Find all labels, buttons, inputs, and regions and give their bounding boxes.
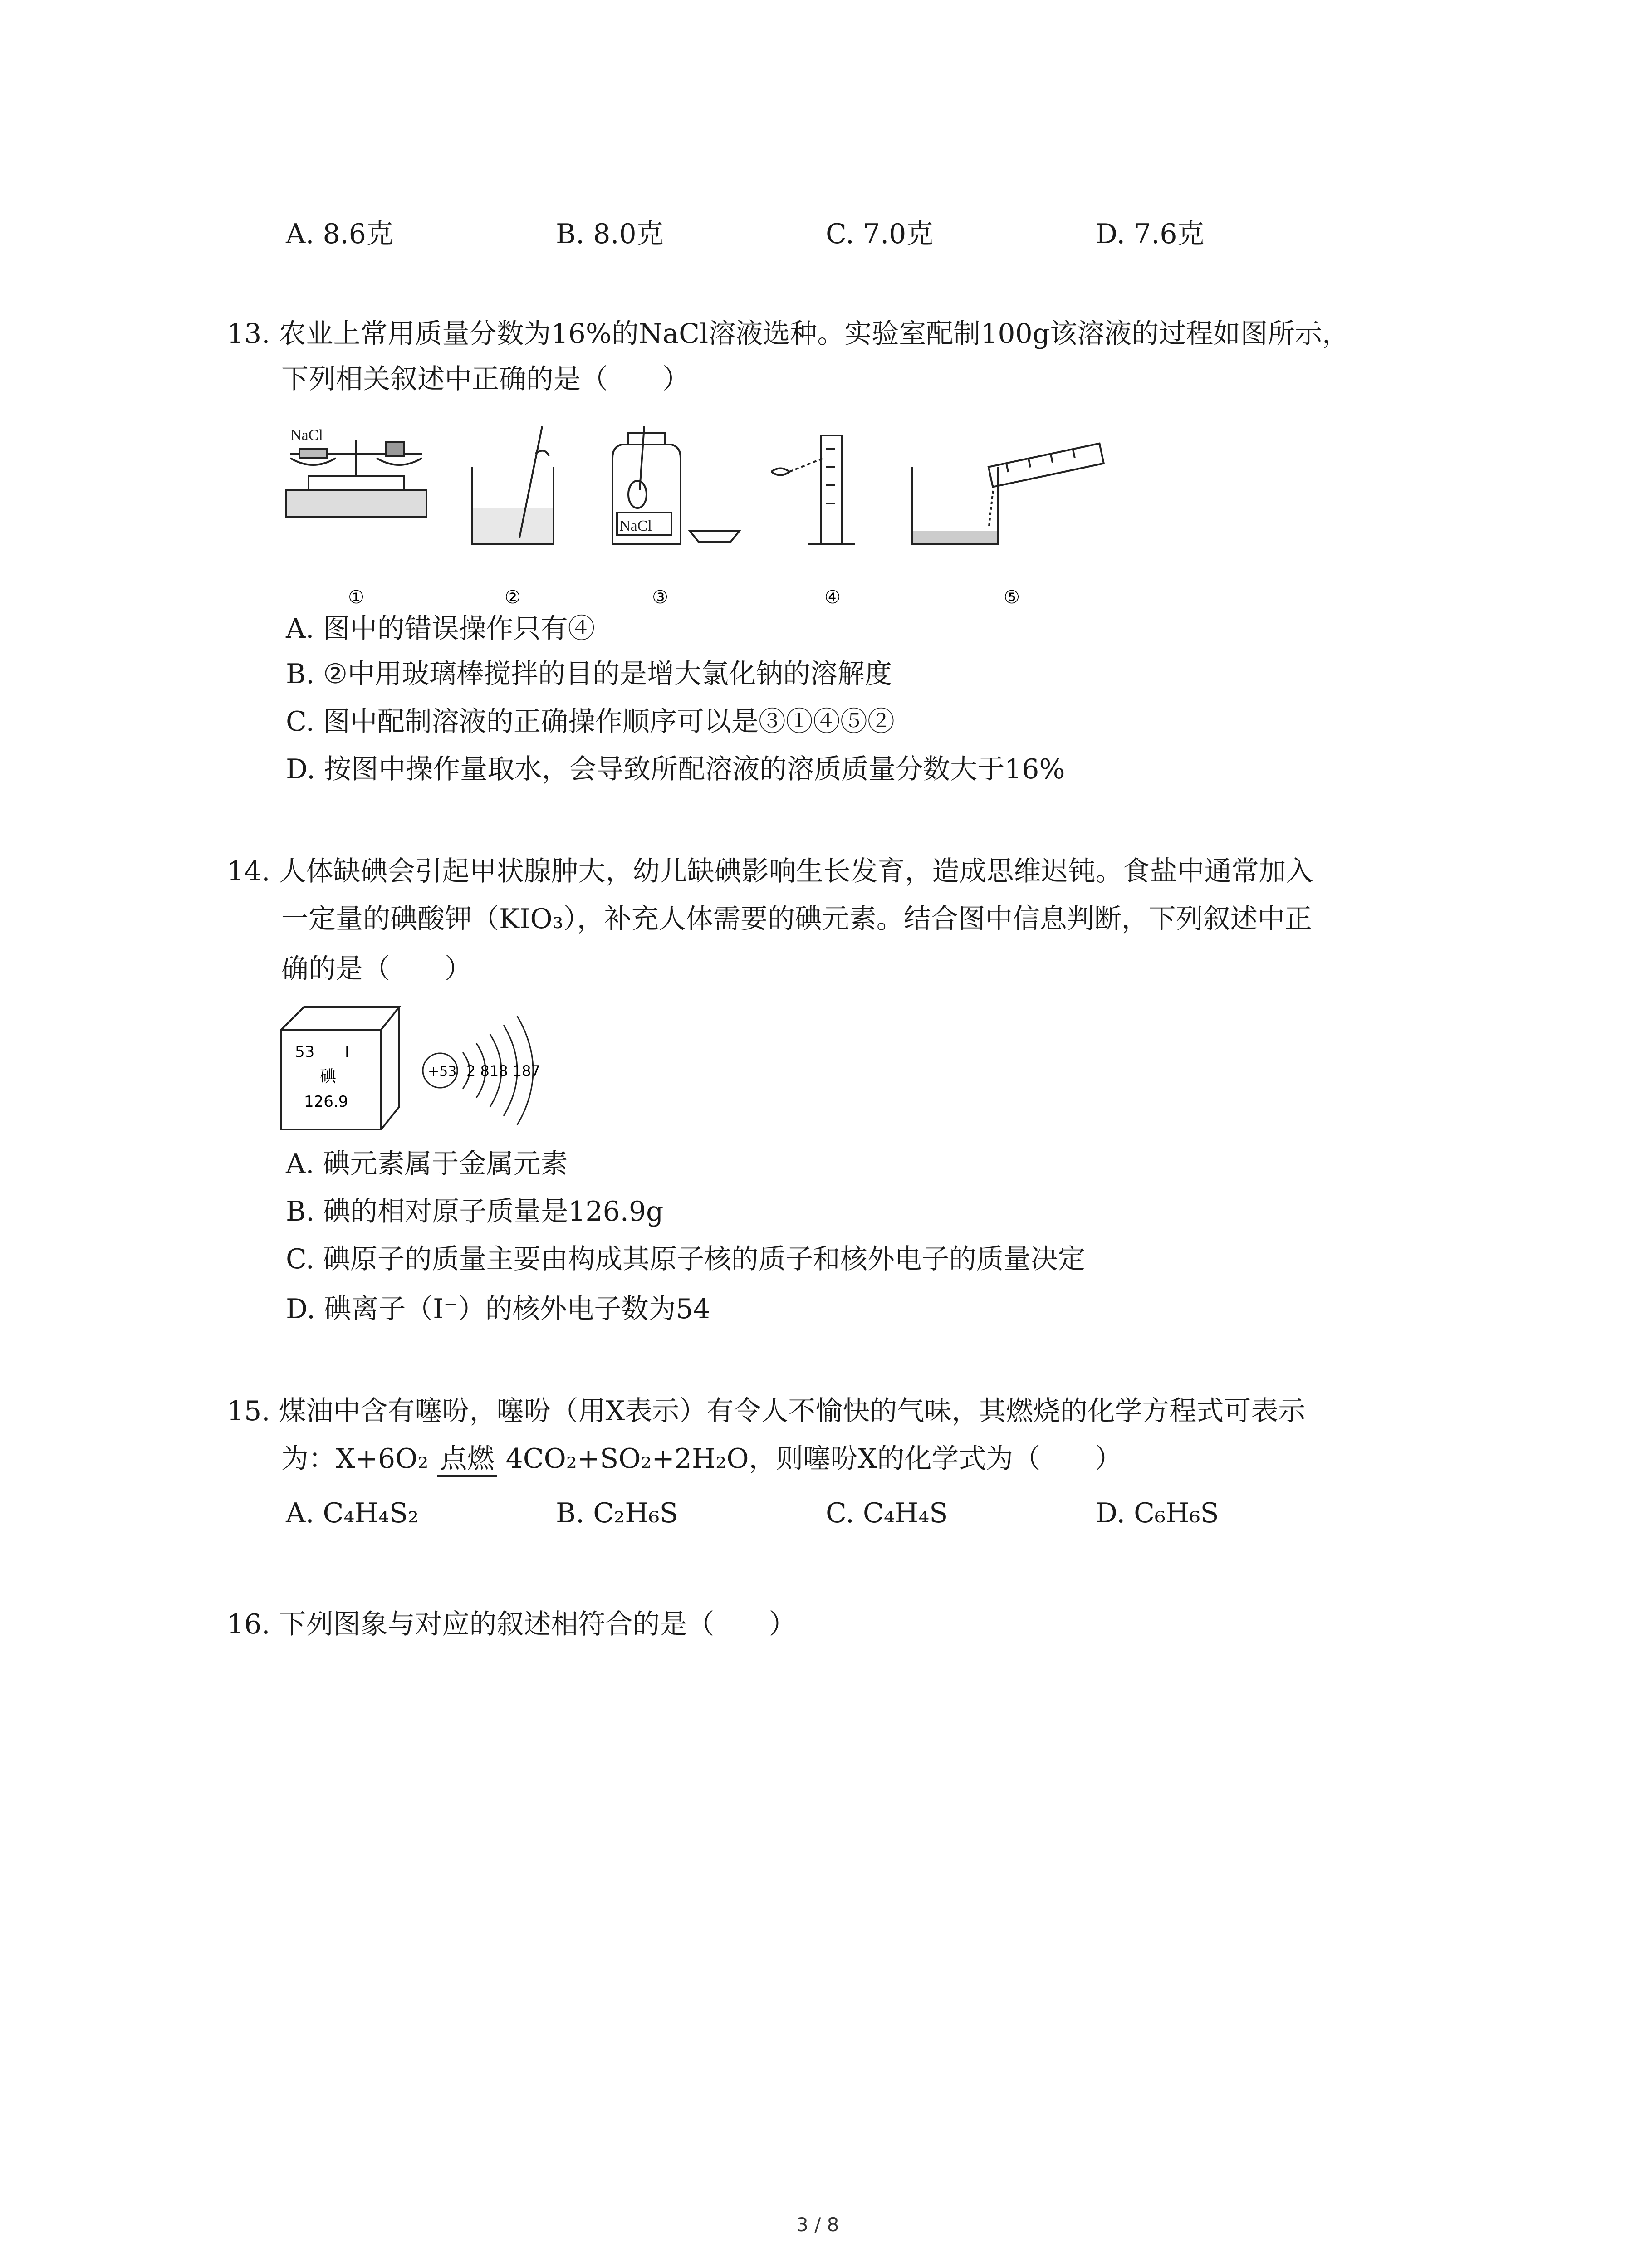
q13-option-d: D. 按图中操作量取水，会导致所配溶液的溶质质量分数大于16%	[286, 753, 1065, 785]
q13-stem-line1: 13. 农业上常用质量分数为16%的NaCl溶液选种。实验室配制100g该溶液的过程如图所示，	[227, 318, 1350, 350]
step-label-1: ①	[348, 587, 364, 608]
element-cell	[281, 1007, 399, 1129]
step-label-3: ③	[652, 587, 668, 608]
element-symbol: I	[345, 1043, 350, 1061]
q14-option-c: C. 碘原子的质量主要由构成其原子核的质子和核外电子的质量决定	[286, 1243, 1085, 1275]
page-number: 3 / 8	[796, 2214, 839, 2236]
step-label-4: ④	[824, 587, 841, 608]
q16-stem-line1: 16. 下列图象与对应的叙述相符合的是（ ）	[227, 1608, 796, 1640]
q12-option-a: A. 8.6克	[286, 218, 393, 250]
balance-nacl-label: NaCl	[290, 427, 323, 444]
q15-equation-lhs: 为：X+6O₂	[281, 1443, 437, 1475]
q15-stem-line1: 15. 煤油中含有噻吩，噻吩（用X表示）有令人不愉快的气味，其燃烧的化学方程式可表示	[227, 1395, 1306, 1427]
q14-option-d: D. 碘离子（I⁻）的核外电子数为54	[286, 1293, 710, 1325]
q15-option-c: C. C₄H₄S	[826, 1497, 948, 1529]
q15-equation-rhs: 4CO₂+SO₂+2H₂O，则噻吩X的化学式为（ ）	[497, 1443, 1122, 1475]
q12-option-c: C. 7.0克	[826, 218, 934, 250]
q14-figure	[277, 1002, 594, 1139]
q14-stem-line3: 确的是（ ）	[281, 953, 472, 985]
q15-stem-line2	[281, 1442, 1122, 1475]
balance-figure	[286, 440, 426, 517]
q14-option-b: B. 碘的相对原子质量是126.9g	[286, 1196, 664, 1227]
q14-stem-line1: 14. 人体缺碘会引起甲状腺肿大，幼儿缺碘影响生长发育，造成思维迟钝。食盐中通常加入	[227, 855, 1313, 887]
q13-stem-line2: 下列相关叙述中正确的是（ ）	[281, 363, 690, 395]
electron-shells: 2 818 187	[466, 1062, 540, 1080]
q15-option-b: B. C₂H₆S	[556, 1497, 678, 1529]
element-name: 碘	[320, 1067, 337, 1086]
step-label-5: ⑤	[1004, 587, 1020, 608]
q12-option-b: B. 8.0克	[556, 218, 664, 250]
element-number: 53	[295, 1043, 315, 1061]
nucleus-charge: +53	[428, 1064, 457, 1080]
q13-option-b: B. ②中用玻璃棒搅拌的目的是增大氯化钠的溶解度	[286, 658, 892, 690]
q14-stem-line2: 一定量的碘酸钾（KIO₃），补充人体需要的碘元素。结合图中信息判断，下列叙述中正	[281, 903, 1312, 935]
q14-option-a: A. 碘元素属于金属元素	[286, 1148, 568, 1180]
q15-option-a: A. C₄H₄S₂	[286, 1497, 419, 1529]
q13-option-a: A. 图中的错误操作只有④	[286, 613, 595, 645]
beaker-stir-figure	[472, 426, 554, 544]
bottle-nacl-label: NaCl	[619, 518, 652, 534]
element-mass: 126.9	[304, 1093, 348, 1111]
q13-figure	[281, 422, 1121, 612]
cylinder-reading-figure	[771, 435, 855, 544]
step-label-2: ②	[505, 587, 521, 608]
reaction-condition: 点燃	[437, 1443, 497, 1477]
q15-option-d: D. C₆H₆S	[1096, 1497, 1219, 1529]
q12-option-d: D. 7.6克	[1096, 218, 1205, 250]
q13-option-c: C. 图中配制溶液的正确操作顺序可以是③①④⑤②	[286, 706, 895, 738]
pouring-figure	[912, 444, 1104, 544]
